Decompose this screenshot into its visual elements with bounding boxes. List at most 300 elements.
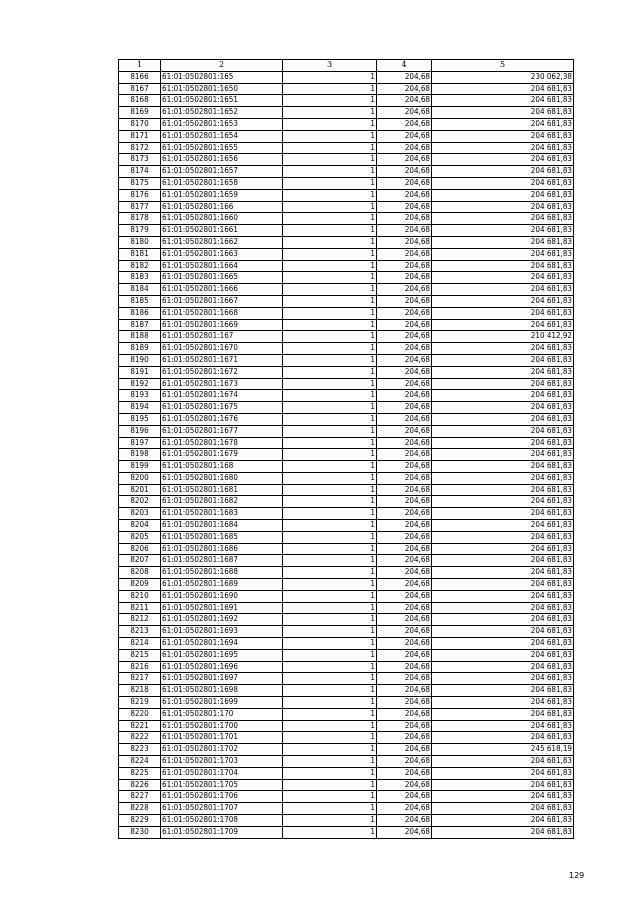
table-body [119,71,574,838]
table-row [119,579,574,591]
table-row [119,378,574,390]
quantity-cell: 1 [283,449,377,461]
table-row [119,142,574,154]
quantity-cell: 1 [283,720,377,732]
table-row [119,744,574,756]
row-number-cell: 8191 [119,366,161,378]
cadastral-number-cell: 61:01:0502801:1654 [161,130,283,142]
quantity-cell: 1 [283,744,377,756]
cadastral-number-cell: 61:01:0502801:1682 [161,496,283,508]
area-cell: 204,68 [377,213,432,225]
row-number-cell: 8187 [119,319,161,331]
cadastral-number-cell: 61:01:0502801:1684 [161,520,283,532]
quantity-cell: 1 [283,685,377,697]
row-number-cell: 8195 [119,413,161,425]
area-cell: 204,68 [377,791,432,803]
area-cell: 204,68 [377,295,432,307]
table-row [119,708,574,720]
table-row [119,225,574,237]
table-row [119,390,574,402]
quantity-cell: 1 [283,390,377,402]
quantity-cell: 1 [283,437,377,449]
quantity-cell: 1 [283,590,377,602]
area-cell: 204,68 [377,614,432,626]
cost-cell: 204 681,83 [432,614,574,626]
area-cell: 204,68 [377,95,432,107]
cost-cell: 204 681,83 [432,378,574,390]
area-cell: 204,68 [377,166,432,178]
area-cell: 204,68 [377,402,432,414]
quantity-cell: 1 [283,496,377,508]
cost-cell: 204 681,83 [432,673,574,685]
row-number-cell: 8209 [119,579,161,591]
row-number-cell: 8199 [119,461,161,473]
cadastral-number-cell: 61:01:0502801:1696 [161,661,283,673]
row-number-cell: 8201 [119,484,161,496]
row-number-cell: 8217 [119,673,161,685]
cost-cell: 204 681,83 [432,461,574,473]
table-row [119,626,574,638]
area-cell: 204,68 [377,673,432,685]
cadastral-number-cell: 61:01:0502801:1697 [161,673,283,685]
row-number-cell: 8177 [119,201,161,213]
cadastral-number-cell: 61:01:0502801:1691 [161,602,283,614]
cost-cell: 204 681,83 [432,579,574,591]
row-number-cell: 8218 [119,685,161,697]
area-cell: 204,68 [377,555,432,567]
cost-cell: 204 681,83 [432,803,574,815]
row-number-cell: 8205 [119,531,161,543]
cost-cell: 210 412,92 [432,331,574,343]
row-number-cell: 8212 [119,614,161,626]
cost-cell: 204 681,83 [432,685,574,697]
quantity-cell: 1 [283,708,377,720]
area-cell: 204,68 [377,378,432,390]
area-cell: 204,68 [377,756,432,768]
row-number-cell: 8213 [119,626,161,638]
cost-cell: 204 681,83 [432,425,574,437]
table-row [119,83,574,95]
cadastral-number-cell: 61:01:0502801:166 [161,201,283,213]
cost-cell: 204 681,83 [432,472,574,484]
cadastral-number-cell: 61:01:0502801:1673 [161,378,283,390]
cost-cell: 204 681,83 [432,661,574,673]
table-row [119,543,574,555]
table-row [119,649,574,661]
area-cell: 204,68 [377,461,432,473]
cadastral-number-cell: 61:01:0502801:1668 [161,307,283,319]
area-cell: 204,68 [377,803,432,815]
cost-cell: 204 681,83 [432,815,574,827]
column-header-2: 2 [161,60,283,72]
row-number-cell: 8182 [119,260,161,272]
quantity-cell: 1 [283,71,377,83]
area-cell: 204,68 [377,649,432,661]
table-row [119,177,574,189]
quantity-cell: 1 [283,272,377,284]
table-row [119,461,574,473]
cost-cell: 204 681,83 [432,166,574,178]
quantity-cell: 1 [283,815,377,827]
table-row [119,590,574,602]
row-number-cell: 8198 [119,449,161,461]
cadastral-number-cell: 61:01:0502801:1700 [161,720,283,732]
cadastral-number-cell: 61:01:0502801:167 [161,331,283,343]
table-row [119,472,574,484]
quantity-cell: 1 [283,107,377,119]
row-number-cell: 8228 [119,803,161,815]
cost-cell: 204 681,83 [432,756,574,768]
cost-cell: 204 681,83 [432,555,574,567]
table-row [119,496,574,508]
table-row [119,189,574,201]
quantity-cell: 1 [283,803,377,815]
area-cell: 204,68 [377,626,432,638]
row-number-cell: 8229 [119,815,161,827]
cadastral-number-cell: 61:01:0502801:1656 [161,154,283,166]
cost-cell: 204 681,83 [432,520,574,532]
cost-cell: 204 681,83 [432,189,574,201]
table-row [119,815,574,827]
quantity-cell: 1 [283,307,377,319]
cadastral-number-cell: 61:01:0502801:1661 [161,225,283,237]
quantity-cell: 1 [283,378,377,390]
table-row [119,767,574,779]
quantity-cell: 1 [283,649,377,661]
row-number-cell: 8179 [119,225,161,237]
cadastral-number-cell: 61:01:0502801:1687 [161,555,283,567]
cadastral-number-cell: 61:01:0502801:1665 [161,272,283,284]
cadastral-number-cell: 61:01:0502801:1672 [161,366,283,378]
cost-cell: 204 681,83 [432,130,574,142]
row-number-cell: 8211 [119,602,161,614]
table-row [119,130,574,142]
cadastral-number-cell: 61:01:0502801:1693 [161,626,283,638]
area-cell: 204,68 [377,284,432,296]
area-cell: 204,68 [377,815,432,827]
cadastral-number-cell: 61:01:0502801:1663 [161,248,283,260]
cost-cell: 204 681,83 [432,177,574,189]
column-header-5: 5 [432,60,574,72]
quantity-cell: 1 [283,543,377,555]
area-cell: 204,68 [377,118,432,130]
table-row [119,756,574,768]
table-row [119,803,574,815]
area-cell: 204,68 [377,390,432,402]
table-row [119,425,574,437]
cost-cell: 204 681,83 [432,720,574,732]
row-number-cell: 8188 [119,331,161,343]
quantity-cell: 1 [283,354,377,366]
page-number: 129 [569,871,585,880]
cost-cell: 204 681,83 [432,649,574,661]
row-number-cell: 8208 [119,567,161,579]
area-cell: 204,68 [377,685,432,697]
cadastral-number-cell: 61:01:0502801:1699 [161,697,283,709]
table-row [119,107,574,119]
cadastral-number-cell: 61:01:0502801:1655 [161,142,283,154]
area-cell: 204,68 [377,661,432,673]
row-number-cell: 8166 [119,71,161,83]
table-row [119,673,574,685]
quantity-cell: 1 [283,602,377,614]
quantity-cell: 1 [283,732,377,744]
area-cell: 204,68 [377,449,432,461]
area-cell: 204,68 [377,826,432,838]
table-row [119,555,574,567]
quantity-cell: 1 [283,413,377,425]
cadastral-number-cell: 61:01:0502801:1685 [161,531,283,543]
quantity-cell: 1 [283,284,377,296]
cadastral-number-cell: 61:01:0502801:165 [161,71,283,83]
area-cell: 204,68 [377,189,432,201]
quantity-cell: 1 [283,767,377,779]
cadastral-number-cell: 61:01:0502801:1708 [161,815,283,827]
cost-cell: 204 681,83 [432,272,574,284]
row-number-cell: 8197 [119,437,161,449]
cost-cell: 204 681,83 [432,602,574,614]
quantity-cell: 1 [283,236,377,248]
cadastral-number-cell: 61:01:0502801:1683 [161,508,283,520]
cost-cell: 245 618,19 [432,744,574,756]
area-cell: 204,68 [377,354,432,366]
quantity-cell: 1 [283,142,377,154]
cost-cell: 204 681,83 [432,638,574,650]
quantity-cell: 1 [283,484,377,496]
area-cell: 204,68 [377,319,432,331]
cost-cell: 204 681,83 [432,779,574,791]
row-number-cell: 8178 [119,213,161,225]
cost-cell: 204 681,83 [432,284,574,296]
cadastral-number-cell: 61:01:0502801:1671 [161,354,283,366]
cost-cell: 204 681,83 [432,484,574,496]
quantity-cell: 1 [283,177,377,189]
cost-cell: 204 681,83 [432,319,574,331]
area-cell: 204,68 [377,437,432,449]
area-cell: 204,68 [377,508,432,520]
quantity-cell: 1 [283,520,377,532]
table-row [119,779,574,791]
column-header-1: 1 [119,60,161,72]
row-number-cell: 8204 [119,520,161,532]
quantity-cell: 1 [283,95,377,107]
cadastral-number-cell: 61:01:0502801:1706 [161,791,283,803]
table-row [119,508,574,520]
table-row [119,319,574,331]
cadastral-number-cell: 61:01:0502801:1689 [161,579,283,591]
quantity-cell: 1 [283,343,377,355]
area-cell: 204,68 [377,720,432,732]
row-number-cell: 8193 [119,390,161,402]
row-number-cell: 8202 [119,496,161,508]
row-number-cell: 8203 [119,508,161,520]
area-cell: 204,68 [377,236,432,248]
cadastral-number-cell: 61:01:0502801:1653 [161,118,283,130]
cadastral-number-cell: 61:01:0502801:1650 [161,83,283,95]
row-number-cell: 8210 [119,590,161,602]
table-row [119,166,574,178]
row-number-cell: 8170 [119,118,161,130]
cadastral-number-cell: 61:01:0502801:168 [161,461,283,473]
area-cell: 204,68 [377,142,432,154]
area-cell: 204,68 [377,697,432,709]
row-number-cell: 8226 [119,779,161,791]
row-number-cell: 8169 [119,107,161,119]
quantity-cell: 1 [283,779,377,791]
row-number-cell: 8192 [119,378,161,390]
table-row [119,602,574,614]
area-cell: 204,68 [377,83,432,95]
area-cell: 204,68 [377,496,432,508]
table-row [119,614,574,626]
area-cell: 204,68 [377,779,432,791]
table-row [119,118,574,130]
area-cell: 204,68 [377,425,432,437]
cadastral-number-cell: 61:01:0502801:1703 [161,756,283,768]
cadastral-number-cell: 61:01:0502801:1664 [161,260,283,272]
quantity-cell: 1 [283,366,377,378]
cadastral-number-cell: 61:01:0502801:1692 [161,614,283,626]
row-number-cell: 8206 [119,543,161,555]
row-number-cell: 8227 [119,791,161,803]
cost-cell: 204 681,83 [432,260,574,272]
row-number-cell: 8168 [119,95,161,107]
area-cell: 204,68 [377,107,432,119]
quantity-cell: 1 [283,248,377,260]
cadastral-number-cell: 61:01:0502801:1707 [161,803,283,815]
area-cell: 204,68 [377,260,432,272]
cost-cell: 204 681,83 [432,354,574,366]
cost-cell: 204 681,83 [432,236,574,248]
cost-cell: 204 681,83 [432,496,574,508]
quantity-cell: 1 [283,673,377,685]
quantity-cell: 1 [283,225,377,237]
quantity-cell: 1 [283,579,377,591]
quantity-cell: 1 [283,567,377,579]
cadastral-number-cell: 61:01:0502801:1657 [161,166,283,178]
row-number-cell: 8221 [119,720,161,732]
table-row [119,791,574,803]
area-cell: 204,68 [377,602,432,614]
quantity-cell: 1 [283,166,377,178]
quantity-cell: 1 [283,697,377,709]
row-number-cell: 8223 [119,744,161,756]
cost-cell: 204 681,83 [432,531,574,543]
table-row [119,248,574,260]
cadastral-number-cell: 61:01:0502801:1679 [161,449,283,461]
row-number-cell: 8196 [119,425,161,437]
cadastral-number-cell: 61:01:0502801:1669 [161,319,283,331]
quantity-cell: 1 [283,260,377,272]
table-row [119,484,574,496]
area-cell: 204,68 [377,767,432,779]
area-cell: 204,68 [377,71,432,83]
area-cell: 204,68 [377,638,432,650]
row-number-cell: 8215 [119,649,161,661]
table-row [119,236,574,248]
cost-cell: 204 681,83 [432,767,574,779]
area-cell: 204,68 [377,130,432,142]
quantity-cell: 1 [283,331,377,343]
row-number-cell: 8190 [119,354,161,366]
table-row [119,638,574,650]
cost-cell: 204 681,83 [432,118,574,130]
area-cell: 204,68 [377,744,432,756]
table-row [119,567,574,579]
cost-cell: 204 681,83 [432,107,574,119]
row-number-cell: 8225 [119,767,161,779]
table-row [119,697,574,709]
area-cell: 204,68 [377,201,432,213]
area-cell: 204,68 [377,708,432,720]
area-cell: 204,68 [377,331,432,343]
cost-cell: 204 681,83 [432,413,574,425]
row-number-cell: 8224 [119,756,161,768]
cost-cell: 204 681,83 [432,95,574,107]
row-number-cell: 8194 [119,402,161,414]
row-number-cell: 8214 [119,638,161,650]
cost-cell: 204 681,83 [432,826,574,838]
quantity-cell: 1 [283,461,377,473]
cadastral-number-cell: 61:01:0502801:1676 [161,413,283,425]
cadastral-number-cell: 61:01:0502801:1688 [161,567,283,579]
table-row [119,201,574,213]
cost-cell: 204 681,83 [432,343,574,355]
quantity-cell: 1 [283,189,377,201]
table-header [119,60,574,72]
cadastral-number-cell: 61:01:0502801:1677 [161,425,283,437]
cadastral-number-cell: 61:01:0502801:1701 [161,732,283,744]
area-cell: 204,68 [377,225,432,237]
row-number-cell: 8207 [119,555,161,567]
cadastral-number-cell: 61:01:0502801:170 [161,708,283,720]
cost-cell: 204 681,83 [432,449,574,461]
table-row [119,71,574,83]
table-row [119,437,574,449]
area-cell: 204,68 [377,543,432,555]
area-cell: 204,68 [377,154,432,166]
quantity-cell: 1 [283,508,377,520]
row-number-cell: 8175 [119,177,161,189]
column-header-3: 3 [283,60,377,72]
cost-cell: 204 681,83 [432,390,574,402]
table-row [119,732,574,744]
table-row [119,366,574,378]
quantity-cell: 1 [283,756,377,768]
table-row [119,402,574,414]
quantity-cell: 1 [283,154,377,166]
quantity-cell: 1 [283,201,377,213]
cadastral-number-cell: 61:01:0502801:1681 [161,484,283,496]
row-number-cell: 8230 [119,826,161,838]
cost-cell: 204 681,83 [432,437,574,449]
cost-cell: 204 681,83 [432,201,574,213]
quantity-cell: 1 [283,638,377,650]
cost-cell: 204 681,83 [432,732,574,744]
table-row [119,213,574,225]
table-row [119,295,574,307]
quantity-cell: 1 [283,130,377,142]
table-row [119,661,574,673]
cost-cell: 204 681,83 [432,154,574,166]
quantity-cell: 1 [283,626,377,638]
table-row [119,272,574,284]
quantity-cell: 1 [283,402,377,414]
area-cell: 204,68 [377,484,432,496]
table-row [119,826,574,838]
cost-cell: 204 681,83 [432,402,574,414]
header-row [119,60,574,72]
